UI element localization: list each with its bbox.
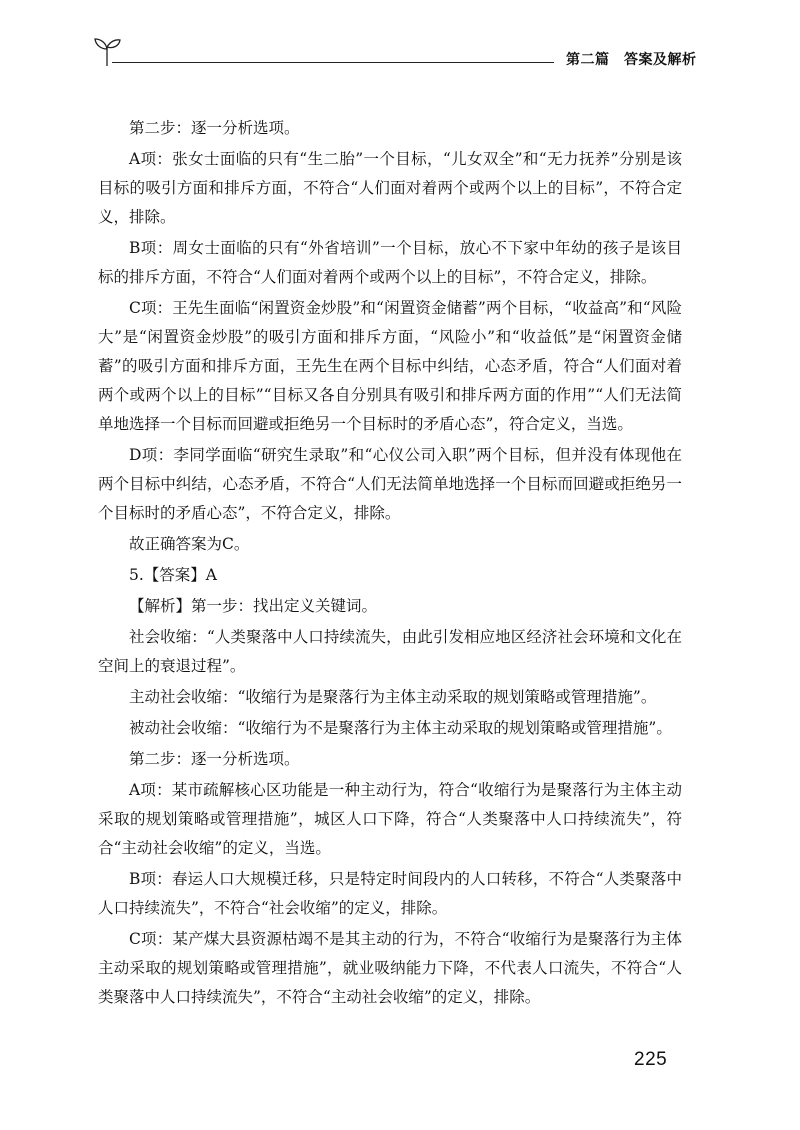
sprout-icon xyxy=(92,36,122,68)
paragraph-q5-option-a: A项：某市疏解核心区功能是一种主动行为，符合“收缩行为是聚落行为主体主动采取的规划策略或管理措施”，城区人口下降，符合“人类聚落中人口持续流失”，符合“主动社会收缩”的定义，当选。 xyxy=(98,781,682,857)
paragraph-step2-q5: 第二步：逐一分析选项。 xyxy=(129,750,300,768)
paragraph-q5-analysis: 【解析】第一步：找出定义关键词。 xyxy=(129,597,378,615)
paragraph-definition-passive: 被动社会收缩：“收缩行为不是聚落行为主体主动采取的规划策略或管理措施”。 xyxy=(129,719,672,737)
paragraph-option-c: C项：王先生面临“闲置资金炒股”和“闲置资金储蓄”两个目标，“收益高”和“风险大”是“闲置资金炒股”的吸引方面和排斥方面，“风险小”和“收益低”是“闲置资金储蓄”的吸引方面和排斥方面，王先生在两个目标中纠结，心态矛盾，符合“人们面对着两个或两个以上的目标”“目标又各自分别具有吸引和排斥两方面的作用”“人们无法简单地选择一个目标而回避或拒绝另一个目标时的矛盾心态”，符合定义，当选。 xyxy=(98,299,682,433)
page-number: 225 xyxy=(634,1049,668,1070)
paragraph-definition-active: 主动社会收缩：“收缩行为是聚落行为主体主动采取的规划策略或管理措施”。 xyxy=(129,688,657,706)
paragraph-definition-social-shrink: 社会收缩：“人类聚落中人口持续流失，由此引发相应地区经济社会环境和文化在空间上的衰退过程”。 xyxy=(98,628,682,675)
paragraph-conclusion: 故正确答案为C。 xyxy=(129,535,250,553)
paragraph-q5-answer: 5.【答案】A xyxy=(129,566,217,584)
paragraph-step2-intro: 第二步：逐一分析选项。 xyxy=(129,119,300,137)
paragraph-q5-option-b: B项：春运人口大规模迁移，只是特定时间段内的人口转移，不符合“人类聚落中人口持续流失”，不符合“社会收缩”的定义，排除。 xyxy=(98,870,682,917)
paragraph-option-b: B项：周女士面临的只有“外省培训”一个目标，放心不下家中年幼的孩子是该目标的排斥方面，不符合“人们面对着两个或两个以上的目标”，不符合定义，排除。 xyxy=(98,239,682,286)
header-rule xyxy=(112,62,554,63)
body-text xyxy=(98,114,682,1014)
paragraph-option-a: A项：张女士面临的只有“生二胎”一个目标，“儿女双全”和“无力抚养”分别是该目标的吸引方面和排斥方面，不符合“人们面对着两个或两个以上的目标”，不符合定义，排除。 xyxy=(98,150,682,226)
paragraph-option-d: D项：李同学面临“研究生录取”和“心仪公司入职”两个目标，但并没有体现他在两个目标中纠结，心态矛盾，不符合“人们无法简单地选择一个目标而回避或拒绝另一个目标时的矛盾心态”，不符合定义，排除。 xyxy=(98,446,682,522)
section-title: 第二篇 答案及解析 xyxy=(566,52,697,68)
paragraph-q5-option-c: C项：某产煤大县资源枯竭不是其主动的行为，不符合“收缩行为是聚落行为主体主动采取的规划策略或管理措施”，就业吸纳能力下降，不代表人口流失，不符合“人类聚落中人口持续流失”，不符合“主动社会收缩”的定义，排除。 xyxy=(98,930,682,1006)
